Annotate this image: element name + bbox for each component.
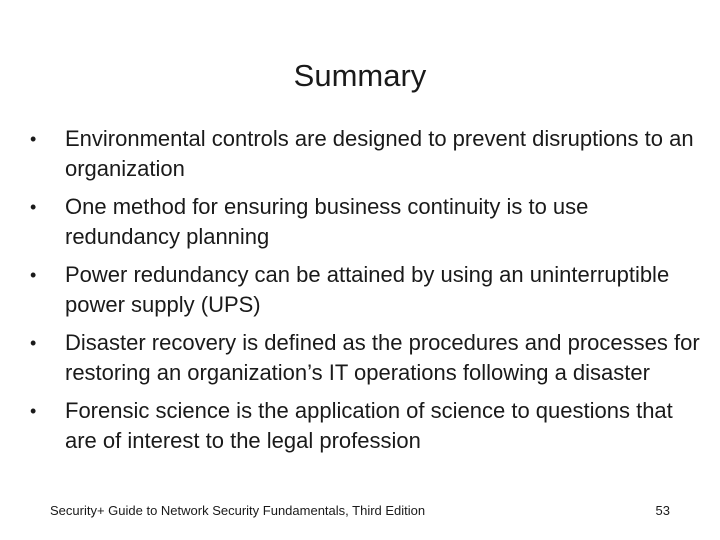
slide-title xyxy=(0,54,720,98)
bullet-text: Forensic science is the application of science to questions that are of interest to the legal profession xyxy=(65,398,673,453)
bullet-marker: • xyxy=(30,197,37,217)
bullet-text: Environmental controls are designed to prevent disruptions to an organization xyxy=(65,126,694,181)
bullet-marker: • xyxy=(30,401,37,421)
bullet-text: Disaster recovery is defined as the procedures and processes for restoring an organization’s IT operations following a disaster xyxy=(65,330,700,385)
slide-footer: Security+ Guide to Network Security Fundamentals, Third Edition xyxy=(50,503,426,518)
bullet-text: One method for ensuring business continuity is to use redundancy planning xyxy=(65,194,589,249)
bullet-marker: • xyxy=(30,129,37,149)
bullet-item xyxy=(30,124,700,184)
bullet-marker: • xyxy=(30,265,37,285)
bullet-item xyxy=(30,328,700,388)
bullet-item xyxy=(30,396,700,456)
bullet-text: Power redundancy can be attained by using an uninterruptible power supply (UPS) xyxy=(65,262,670,317)
bullet-marker: • xyxy=(30,333,37,353)
bullet-list xyxy=(30,124,700,464)
slide-number: 53 xyxy=(655,503,670,518)
bullet-item xyxy=(30,260,700,320)
bullet-item xyxy=(30,192,700,252)
slide-title-text: Summary xyxy=(293,58,427,93)
